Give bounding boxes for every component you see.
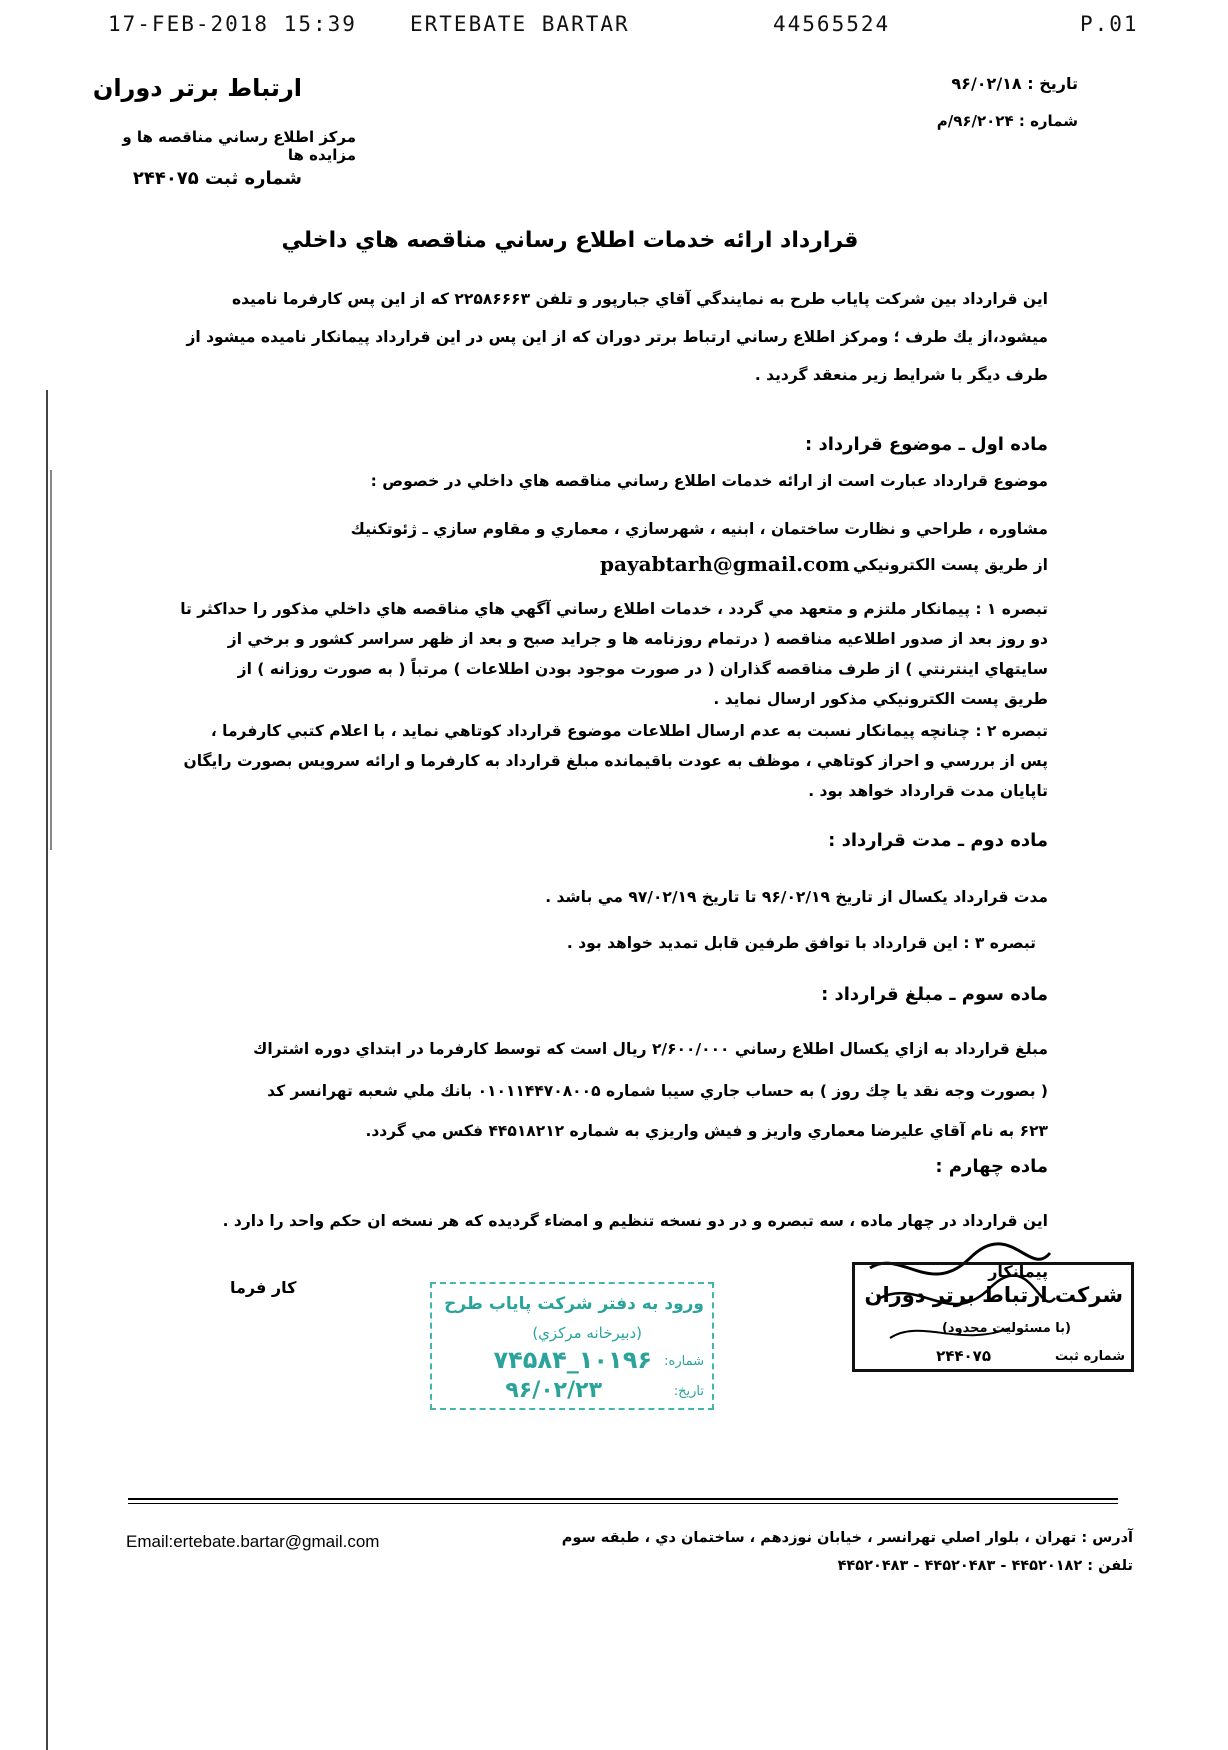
footer-rule-top [128,1498,1118,1500]
fax-page: P.01 [1080,12,1139,36]
note2-line-3: تاپايان مدت قرارداد خواهد بود . [808,782,1048,800]
footer-address: آدرس : تهران ، بلوار اصلي تهرانسر ، خيابان نوزدهم ، ساختمان دي ، طبقه سوم [561,1530,1133,1546]
stamp-line-1: ورود به دفتر شرکت پاياب طرح [444,1294,704,1314]
note1-line-3: سايتهاي اينترنتي ) از طرف مناقصه گذاران ( در صورت موجود بودن اطلاعات ) مرتباً ( به صورت روزانه ) از [237,660,1048,678]
seal-company-name: شرکت ارتباط برتر دوران [864,1283,1123,1307]
client-email: payabtarh@gmail.com [600,552,850,576]
company-subtitle: مرکز اطلاع رساني مناقصه ها و مزايده ها [122,128,356,164]
footer-email: Email:ertebate.bartar@gmail.com [126,1532,380,1551]
fax-number: 44565524 [773,12,891,36]
article1-line-3: از طريق پست الكترونيكي [852,556,1048,574]
article3-heading: ماده سوم ـ مبلغ قرارداد : [821,984,1048,1005]
registration-number: شماره ثبت ۲۴۴۰۷۵ [132,168,302,189]
footer-phone: تلفن : ۴۴۵۲۰۱۸۲ - ۴۴۵۲۰۴۸۳ - ۴۴۵۲۰۴۸۳ [837,1558,1133,1574]
article1-line-2: مشاوره ، طراحي و نظارت ساختمان ، ابنيه ، شهرسازي ، معماري و مقاوم سازي ـ ژئوتكنيك [350,520,1048,538]
article3-line-2: ( بصورت وجه نقد يا چك روز ) به حساب جاري سيبا شماره ۰۱۰۱۱۴۴۷۰۸۰۰۵ بانك ملي شعبه تهرانسر كد [267,1082,1048,1100]
article2-heading: ماده دوم ـ مدت قرارداد : [828,830,1048,851]
company-seal [852,1262,1134,1372]
letter-date: تاريخ : ۹۶/۰۲/۱۸ [951,74,1078,93]
article1-line-1: موضوع قرارداد عبارت است از ارائه خدمات اطلاع رساني مناقصه هاي داخلي در خصوص : [370,472,1048,490]
contractor-label: پيمانكار [988,1262,1048,1281]
article2-line: مدت قرارداد يكسال از تاريخ ۹۶/۰۲/۱۹ تا تاريخ ۹۷/۰۲/۱۹ مي باشد . [545,888,1048,906]
stamp-date-label: تاريخ: [673,1384,704,1399]
fax-sender: ERTEBATE BARTAR [410,12,630,36]
intro-line-2: ميشود،از يك طرف ؛ ومركز اطلاع رساني ارتباط برتر دوران كه از اين پس در اين قرارداد پيمانكار ناميده ميشود از [186,328,1048,346]
stamp-line-2: (دبيرخانه مرکزي) [532,1324,642,1342]
seal-reg-label: شماره ثبت [1054,1349,1125,1364]
scan-margin-line [46,390,48,1750]
fax-datetime: 17-FEB-2018 15:39 [108,12,357,36]
article4-heading: ماده چهارم : [935,1156,1048,1177]
note1-line-2: دو روز بعد از صدور اطلاعيه مناقصه ( درتمام روزنامه ها و جرايد صبح و بعد از ظهر سراسر كشور و برخي از [227,630,1048,648]
article1-heading: ماده اول ـ موضوع قرارداد : [805,434,1048,455]
note1-line-4: طريق پست الكترونيكي مذكور ارسال نمايد . [713,690,1048,708]
intro-line-3: طرف ديگر با شرايط زير منعقد گرديد . [754,366,1048,384]
note2-line-1: تبصره ۲ : چنانچه پيمانكار نسبت به عدم ارسال اطلاعات موضوع قرارداد كوتاهي نمايد ، با اعلام كتبي كارفرما ، [210,722,1048,740]
received-stamp [430,1282,714,1410]
note2-line-2: پس از بررسي و احراز كوتاهي ، موظف به عودت باقيمانده مبلغ قرارداد به كارفرما و ارائه سرويس بصورت رايگان [183,752,1048,770]
contract-title: قرارداد ارائه خدمات اطلاع رساني مناقصه هاي داخلي [281,228,859,253]
note3-line: تبصره ۳ : اين قرارداد با توافق طرفين قابل تمديد خواهد بود . [566,934,1036,952]
seal-subtitle: (با مسئوليت محدود) [941,1321,1071,1336]
employer-label: كار فرما [230,1278,297,1297]
article4-line: اين قرارداد در چهار ماده ، سه تبصره و در دو نسخه تنظيم و امضاء گرديده كه هر نسخه ان حكم واحد را دارد . [222,1212,1048,1230]
stamp-date-value: ۹۶/۰۲/۲۳ [505,1378,602,1403]
scan-margin-line-2 [50,470,52,850]
stamp-number-label: شماره: [664,1354,704,1369]
footer-rule-bottom [128,1503,1118,1504]
intro-line-1: اين قرارداد بين شرکت پاياب طرح به نمايندگي آقاي جبارپور و تلفن ۲۲۵۸۶۶۶۳ که از اين پس کارفرما ناميده [231,290,1048,308]
company-name: ارتباط برتر دوران [92,74,302,102]
letter-number: شماره : ۹۶/۲۰۲۴/م [936,112,1078,130]
article3-line-1: مبلغ قرارداد به ازاي يكسال اطلاع رساني ۲/۶۰۰/۰۰۰ ريال است كه توسط كارفرما در ابتداي دوره اشتراك [253,1040,1048,1058]
stamp-number-value: ۱۰۱۹۶_۷۴۵۸۴ [493,1346,652,1374]
seal-reg-number: ۲۴۴۰۷۵ [936,1347,991,1365]
note1-line-1: تبصره ۱ : پيمانكار ملتزم و متعهد مي گردد ، خدمات اطلاع رساني آگهي هاي مناقصه هاي داخلي مذكور را حداكثر تا [180,600,1048,618]
article3-line-3: ۶۲۳ به نام آقاي عليرضا معماري واريز و فيش واريزي به شماره ۴۴۵۱۸۲۱۲ فكس مي گردد. [365,1122,1048,1140]
